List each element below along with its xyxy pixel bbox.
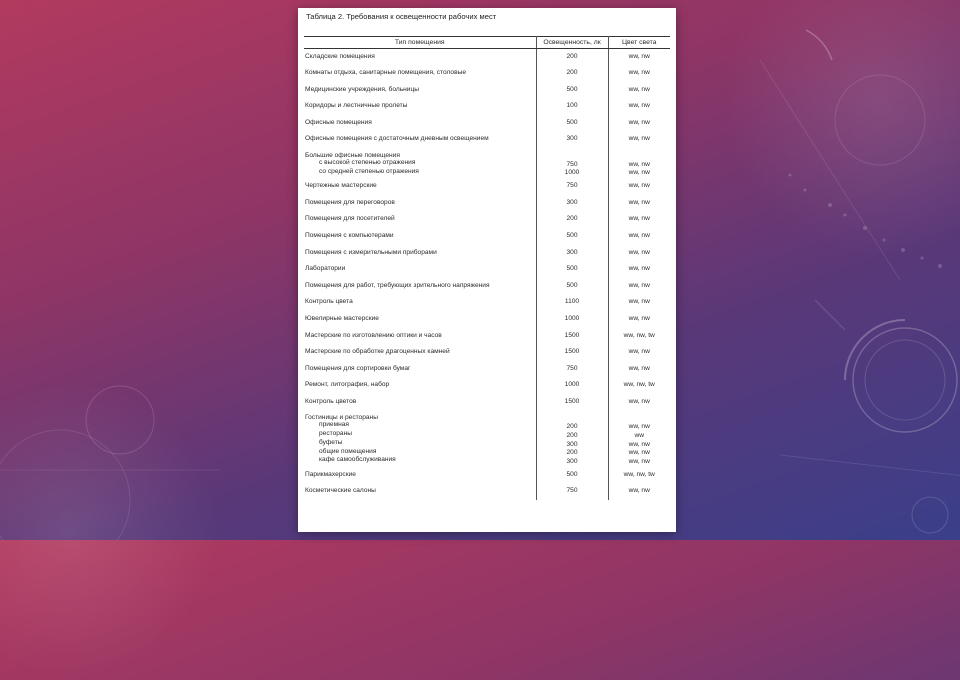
group-name: Большие офисные помещения <box>305 152 400 160</box>
group-subitem-name: общие помещения <box>319 447 377 455</box>
table-row <box>304 278 670 295</box>
room-type-cell: Помещения для сортировки бумаг <box>304 361 536 378</box>
illuminance-cell: 200 <box>536 65 608 82</box>
table-row <box>304 467 670 484</box>
room-type-cell: Помещения для работ, требующих зрительного напряжения <box>304 278 536 295</box>
group-subitem-names <box>305 159 536 176</box>
room-type-cell: Ремонт, литография, набор <box>304 377 536 394</box>
room-type-cell: Складские помещения <box>304 49 536 66</box>
room-type-cell: Офисные помещения с достаточным дневным освещением <box>304 131 536 148</box>
room-type-cell: Помещения с компьютерами <box>304 228 536 245</box>
illuminance-cell: 750 <box>536 361 608 378</box>
room-type-cell: Мастерские по изготовлению оптики и часов <box>304 328 536 345</box>
illuminance-cell: 200 <box>536 211 608 228</box>
group-name-cell <box>304 410 536 466</box>
illuminance-cell: 1000 <box>536 377 608 394</box>
illuminance-cell: 500 <box>536 261 608 278</box>
light-color-cell: ww, nw <box>628 69 650 77</box>
illuminance-cell: 750 <box>536 483 608 500</box>
light-color-cell: ww, nw <box>628 248 650 256</box>
lighting-requirements-document <box>298 8 676 532</box>
illuminance-cell: 1500 <box>536 328 608 345</box>
table-row <box>304 98 670 115</box>
light-color-cell: ww, nw, tw <box>623 470 655 478</box>
header-illuminance: Освещенность, лк <box>536 37 608 49</box>
group-subitem-name: со средней степенью отражения <box>319 167 419 175</box>
group-subitem-source-value: ww, nw <box>628 169 650 177</box>
table-row <box>304 311 670 328</box>
illuminance-cell: 300 <box>536 131 608 148</box>
table-header-row <box>304 37 670 49</box>
light-color-cell: ww, nw <box>628 198 650 206</box>
table-group-row <box>304 410 670 466</box>
illuminance-cell: 100 <box>536 98 608 115</box>
group-subitem-lux <box>537 423 608 467</box>
table-row <box>304 211 670 228</box>
group-subitem-lux-value: 1000 <box>564 169 580 177</box>
group-subitem-lux-value: 200 <box>566 431 578 439</box>
light-color-cell: ww, nw <box>628 102 650 110</box>
illuminance-cell: 1500 <box>536 344 608 361</box>
table-row <box>304 328 670 345</box>
room-type-cell: Парикмахерские <box>304 467 536 484</box>
table-row <box>304 294 670 311</box>
table-row <box>304 131 670 148</box>
room-type-cell: Контроль цвета <box>304 294 536 311</box>
room-type-cell: Помещения для переговоров <box>304 195 536 212</box>
table-row <box>304 377 670 394</box>
table-row <box>304 344 670 361</box>
table-title: Таблица 2. Требования к освещенности рабочих мест <box>306 12 497 21</box>
table-section <box>304 49 670 149</box>
illuminance-cell: 200 <box>536 49 608 66</box>
room-type-cell: Чертежные мастерские <box>304 178 536 195</box>
light-color-cell: ww, nw <box>628 314 650 322</box>
table-section <box>304 178 670 410</box>
table-group-hotels <box>304 410 670 466</box>
table-row <box>304 261 670 278</box>
group-subitem-name: рестораны <box>319 430 352 438</box>
room-type-cell: Помещения с измерительными приборами <box>304 245 536 262</box>
light-color-cell: ww, nw <box>628 182 650 190</box>
illuminance-cell: 300 <box>536 195 608 212</box>
table-row <box>304 228 670 245</box>
background-glow <box>720 0 960 260</box>
light-color-cell: ww, nw <box>628 281 650 289</box>
room-type-cell: Медицинские учреждения, больницы <box>304 82 536 99</box>
group-subitem-lux-value: 300 <box>566 440 578 448</box>
room-type-cell: Коридоры и лестничные пролеты <box>304 98 536 115</box>
group-subitem-source-value: ww, nw <box>628 440 650 448</box>
group-lux-cell <box>536 148 608 178</box>
group-subitem-name: кафе самообслуживания <box>319 456 396 464</box>
group-subitem-source-value: ww, nw <box>628 457 650 465</box>
light-color-cell: ww, nw <box>628 265 650 273</box>
light-color-cell: ww, nw <box>628 348 650 356</box>
illuminance-cell: 500 <box>536 82 608 99</box>
table-row <box>304 115 670 132</box>
room-type-cell: Косметические салоны <box>304 483 536 500</box>
light-color-cell: ww, nw <box>628 85 650 93</box>
group-subitem-name: буфеты <box>319 438 343 446</box>
table-row <box>304 245 670 262</box>
group-source-cell <box>608 148 670 178</box>
group-subitem-source-value: ww, nw <box>628 160 650 168</box>
table-row <box>304 361 670 378</box>
table-group-row <box>304 148 670 178</box>
table-row <box>304 65 670 82</box>
room-type-cell: Контроль цветов <box>304 394 536 411</box>
lighting-requirements-table <box>304 36 670 500</box>
illuminance-cell: 750 <box>536 178 608 195</box>
room-type-cell: Мастерские по обработке драгоценных камней <box>304 344 536 361</box>
table-section <box>304 467 670 500</box>
light-color-cell: ww, nw <box>628 487 650 495</box>
light-color-cell: ww, nw <box>628 397 650 405</box>
light-color-cell: ww, nw <box>628 53 650 60</box>
illuminance-cell: 500 <box>536 278 608 295</box>
light-color-cell: ww, nw <box>628 231 650 239</box>
group-subitem-names <box>305 421 536 465</box>
light-color-cell: ww, nw <box>628 364 650 372</box>
group-name-cell <box>304 148 536 178</box>
group-subitem-source-value: ww <box>634 431 645 439</box>
header-light-color: Цвет света <box>608 37 670 49</box>
table-group-offices <box>304 148 670 178</box>
light-color-cell: ww, nw <box>628 215 650 223</box>
table-row <box>304 483 670 500</box>
table-row <box>304 394 670 411</box>
group-subitem-lux-value: 200 <box>566 449 578 457</box>
group-subitem-source-value: ww, nw <box>628 449 650 457</box>
illuminance-cell: 300 <box>536 245 608 262</box>
group-subitem-lux <box>537 161 608 178</box>
background-glow <box>0 380 220 680</box>
group-source-cell <box>608 410 670 466</box>
group-subitem-lux-value: 750 <box>566 160 578 168</box>
group-subitem-lux-value: 200 <box>566 423 578 431</box>
room-type-cell: Комнаты отдыха, санитарные помещения, столовые <box>304 65 536 82</box>
illuminance-cell: 500 <box>536 115 608 132</box>
room-type-cell: Офисные помещения <box>304 115 536 132</box>
illuminance-cell: 1100 <box>536 294 608 311</box>
illuminance-cell: 1000 <box>536 311 608 328</box>
light-color-cell: ww, nw <box>628 135 650 143</box>
table-row <box>304 178 670 195</box>
illuminance-cell: 1500 <box>536 394 608 411</box>
table-row <box>304 49 670 66</box>
room-type-cell: Ювелирные мастерские <box>304 311 536 328</box>
group-name: Гостиницы и рестораны <box>305 414 378 422</box>
table-row <box>304 195 670 212</box>
light-color-cell: ww, nw <box>628 118 650 126</box>
light-color-cell: ww, nw, tw <box>623 331 655 339</box>
room-type-cell: Помещения для посетителей <box>304 211 536 228</box>
light-color-cell: ww, nw <box>628 298 650 306</box>
group-subitem-sources <box>609 161 671 178</box>
group-subitem-name: с высокой степенью отражения <box>319 159 416 167</box>
table-row <box>304 82 670 99</box>
light-color-cell: ww, nw, tw <box>623 381 655 389</box>
illuminance-cell: 500 <box>536 228 608 245</box>
group-lux-cell <box>536 410 608 466</box>
header-room-type: Тип помещения <box>304 37 536 49</box>
group-subitem-source-value: ww, nw <box>628 423 650 431</box>
group-subitem-sources <box>609 423 671 467</box>
room-type-cell: Лаборатории <box>304 261 536 278</box>
illuminance-cell: 500 <box>536 467 608 484</box>
group-subitem-name: приемная <box>319 421 350 429</box>
group-subitem-lux-value: 300 <box>566 457 578 465</box>
